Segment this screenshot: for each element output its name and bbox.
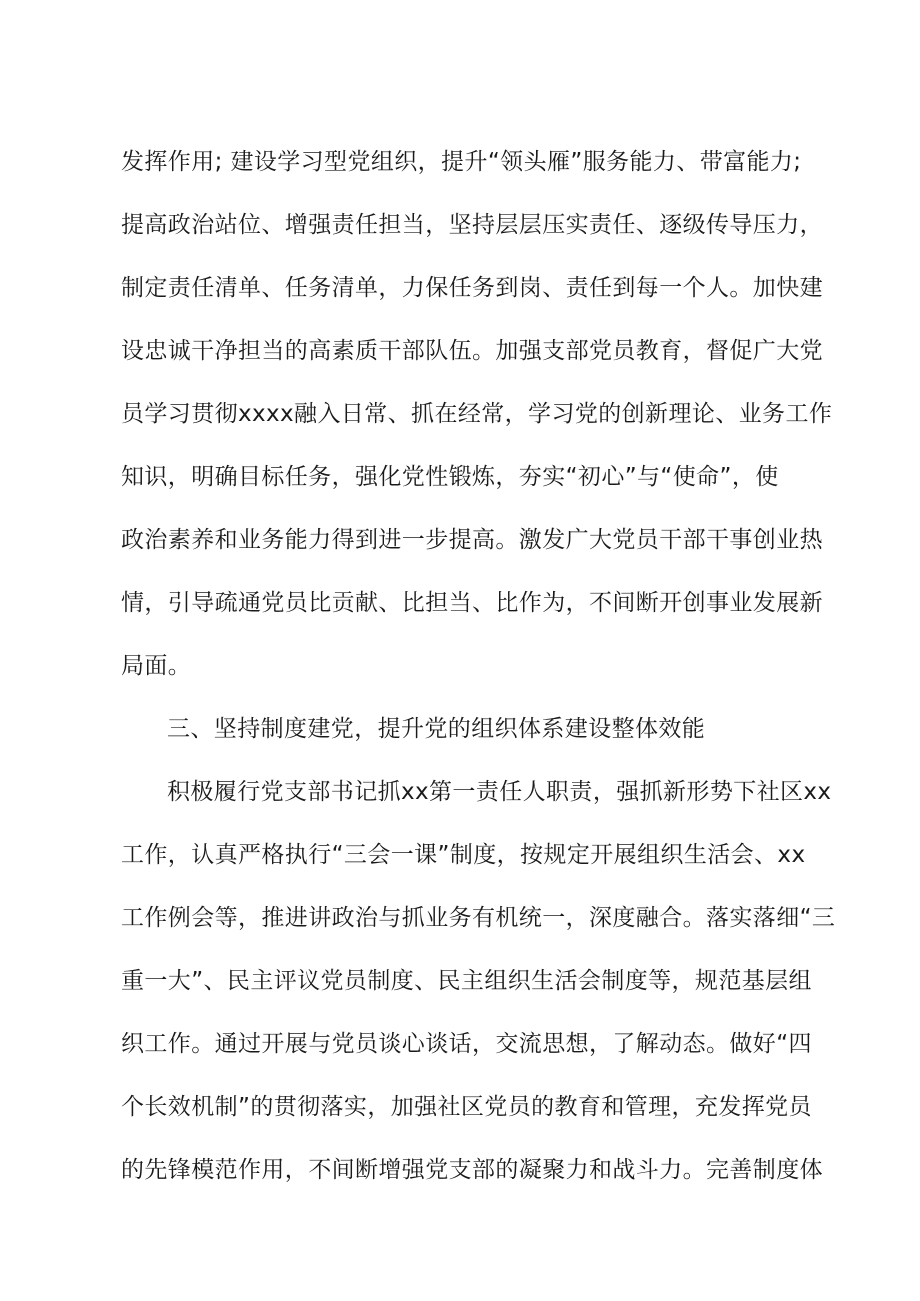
text-line: 提高政治站位、增强责任担当，坚持层层压实责任、逐级传导压力， xyxy=(121,212,823,238)
text-line: 积极履行党支部书记抓xx第一责任人职责，强抓新形势下社区xx xyxy=(167,779,832,805)
text-line: 情，引导疏通党员比贡献、比担当、比作为，不间断开创事业发展新 xyxy=(121,590,823,616)
text-line: 重一大”、民主评议党员制度、民主组织生活会制度等，规范基层组 xyxy=(121,968,812,994)
section-heading: 三、坚持制度建党，提升党的组织体系建设整体效能 xyxy=(167,716,706,742)
text-line: 设忠诚干净担当的高素质干部队伍。加强支部党员教育，督促广大党 xyxy=(121,338,823,364)
text-line: 个长效机制”的贯彻落实，加强社区党员的教育和管理，充发挥党员 xyxy=(121,1094,812,1120)
text-line: 知识，明确目标任务，强化党性锻炼，夯实“初心”与“使命”，使 xyxy=(121,464,779,490)
text-line: 的先锋模范作用，不间断增强党支部的凝聚力和战斗力。完善制度体 xyxy=(121,1157,823,1183)
text-line: 工作例会等，推进讲政治与抓业务有机统一，深度融合。落实落细“三 xyxy=(121,905,836,931)
text-line: 员学习贯彻xxxx融入日常、抓在经常，学习党的创新理论、业务工作 xyxy=(121,401,833,427)
text-line: 局面。 xyxy=(121,653,192,679)
text-line: 发挥作用; 建设学习型党组织，提升“领头雁”服务能力、带富能力; xyxy=(121,149,802,175)
text-line: 政治素养和业务能力得到进一步提高。激发广大党员干部干事创业热 xyxy=(121,527,823,553)
text-line: 工作，认真严格执行“三会一课”制度，按规定开展组织生活会、xx xyxy=(121,842,806,868)
text-line: 制定责任清单、任务清单，力保任务到岗、责任到每一个人。加快建 xyxy=(121,275,823,301)
text-line: 织工作。通过开展与党员谈心谈话，交流思想，了解动态。做好“四 xyxy=(121,1031,812,1057)
